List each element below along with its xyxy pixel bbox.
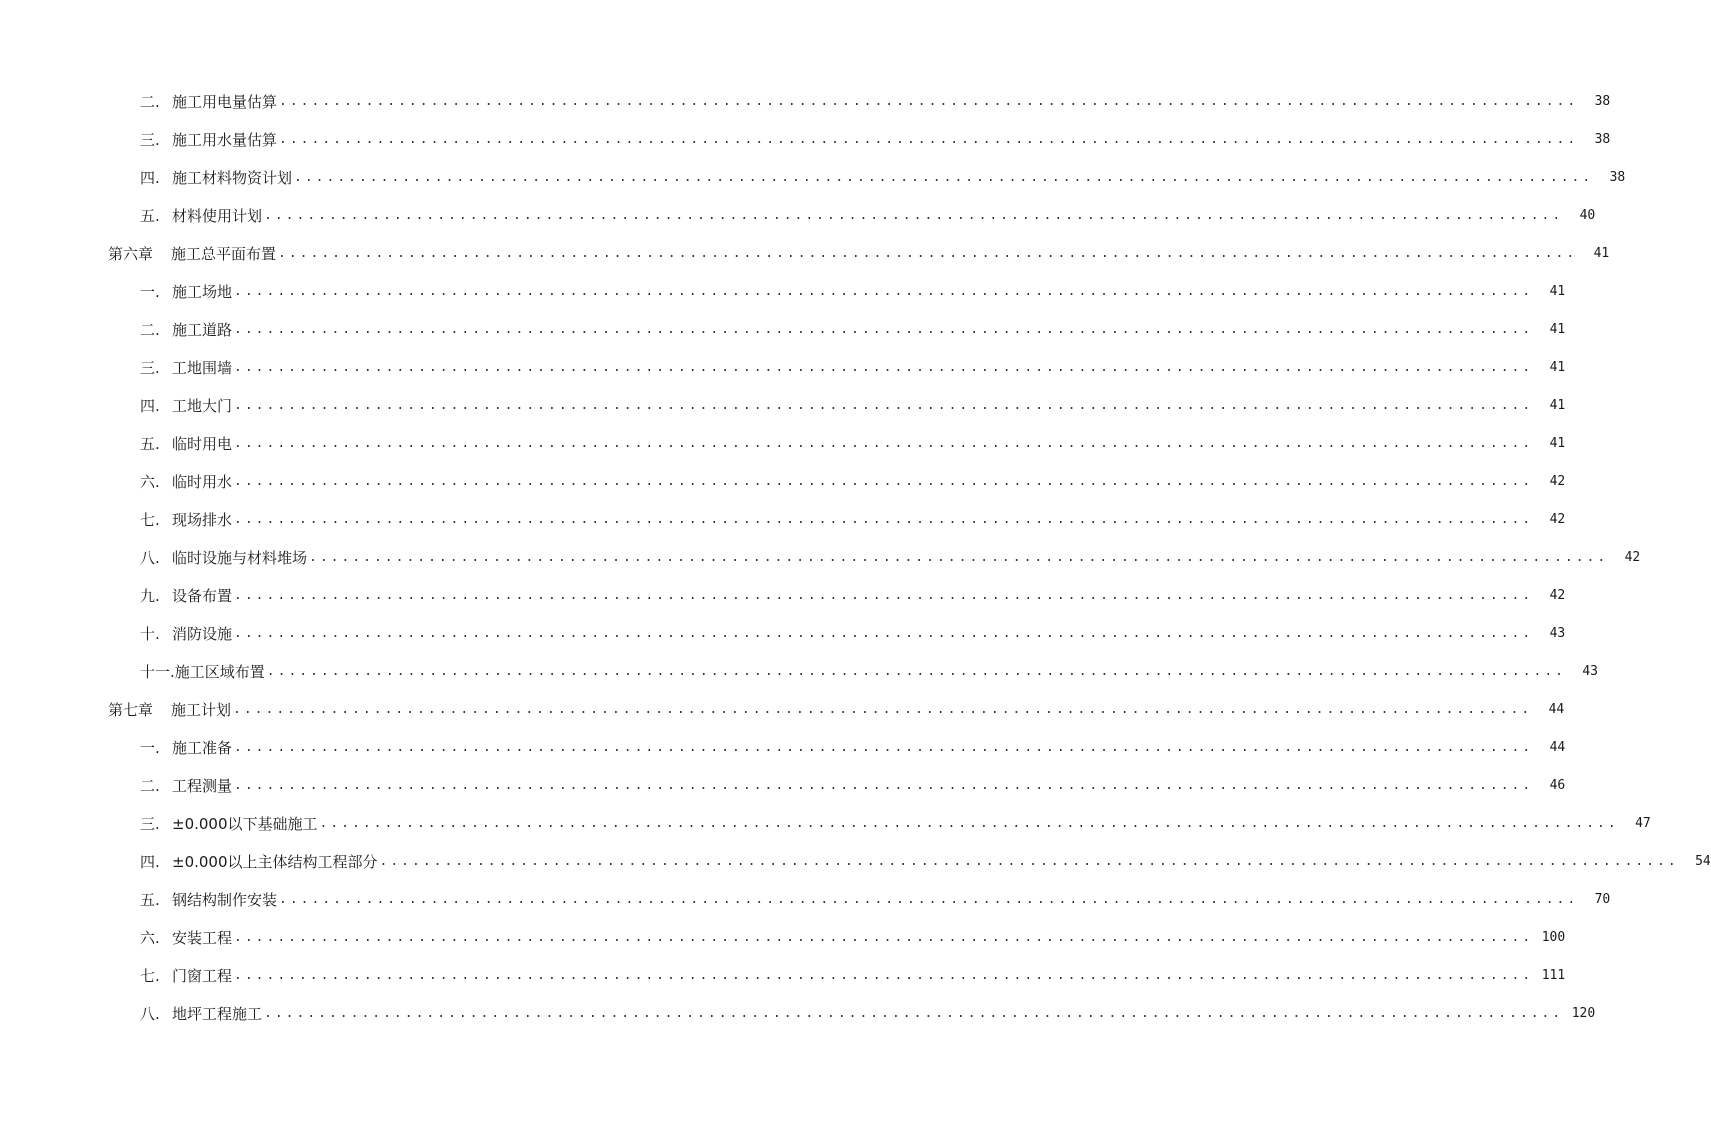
toc-entry-title: 材料使用计划 [172,207,263,225]
toc-entry-title: 工地大门 [172,397,233,415]
toc-entry[interactable] [0,805,1651,843]
toc-entry[interactable] [0,881,1611,919]
toc-entry-number: 一. [140,283,160,301]
toc-entry-number: 五. [140,435,160,453]
toc-entry-number: 四. [140,169,160,187]
toc-dot-leader: ........................................................................................................................ [234,284,1534,299]
toc-dot-leader: ........................................................................................................................ [234,968,1534,983]
toc-entry-page: 100 [1541,930,1566,945]
toc-entry[interactable] [0,121,1611,159]
toc-dot-leader: ........................................................................................................................ [234,512,1534,527]
toc-entry[interactable] [0,729,1566,767]
toc-entry-title: 临时用水 [172,473,233,491]
toc-entry-title: 工程测量 [172,777,233,795]
toc-entry-page: 41 [1549,398,1566,413]
toc-dot-leader: ........................................................................................................................ [264,208,1564,223]
toc-entry-page: 43 [1549,626,1566,641]
toc-entry-title: 钢结构制作安装 [172,891,278,909]
toc-dot-leader: ........................................................................................................................ [319,816,1619,831]
toc-entry-page: 42 [1549,588,1566,603]
toc-entry-number: 二. [140,777,160,795]
toc-entry[interactable] [0,159,1626,197]
toc-entry-page: 46 [1549,778,1566,793]
toc-dot-leader: ........................................................................................................................ [379,854,1679,869]
toc-entry-title: 地坪工程施工 [172,1005,263,1023]
toc-entry-page: 70 [1594,892,1611,907]
toc-entry-number: 八. [140,549,160,567]
toc-dot-leader: ........................................................................................................................ [233,702,1533,717]
toc-entry-title: ±0.000以上主体结构工程部分 [172,853,378,871]
toc-entry-number: 一. [140,739,160,757]
toc-entry[interactable] [0,577,1566,615]
toc-entry[interactable] [0,767,1566,805]
toc-entry[interactable] [0,919,1566,957]
toc-entry-number: 十一. [140,663,175,681]
toc-entry[interactable] [0,311,1566,349]
toc-entry[interactable] [0,501,1566,539]
toc-dot-leader: ........................................................................................................................ [279,892,1579,907]
toc-entry-title: 施工计划 [171,701,232,719]
toc-entry-page: 41 [1549,360,1566,375]
toc-dot-leader: ........................................................................................................................ [234,436,1534,451]
toc-entry[interactable] [0,349,1566,387]
toc-entry-number: 七. [140,967,160,985]
toc-entry-page: 40 [1579,208,1596,223]
toc-dot-leader: ........................................................................................................................ [234,778,1534,793]
toc-entry-page: 38 [1594,132,1611,147]
toc-entry-number: 第七章 [108,701,154,719]
toc-entry-title: 施工用水量估算 [172,131,278,149]
toc-entry-number: 四. [140,853,160,871]
toc-dot-leader: ........................................................................................................................ [294,170,1594,185]
toc-dot-leader: ........................................................................................................................ [264,1006,1564,1021]
toc-entry-number: 五. [140,891,160,909]
toc-dot-leader: ........................................................................................................................ [234,588,1534,603]
toc-entry-title: 施工场地 [172,283,233,301]
toc-entry-number: 三. [140,131,160,149]
toc-entry-number: 四. [140,397,160,415]
toc-dot-leader: ........................................................................................................................ [278,246,1578,261]
toc-entry-page: 120 [1571,1006,1596,1021]
toc-entry-title: 门窗工程 [172,967,233,985]
toc-entry-number: 九. [140,587,160,605]
toc-entry-title: 消防设施 [172,625,233,643]
toc-entry-number: 六. [140,473,160,491]
toc-entry-page: 42 [1549,474,1566,489]
toc-entry-number: 十. [140,625,160,643]
toc-entry-page: 38 [1609,170,1626,185]
toc-dot-leader: ........................................................................................................................ [234,740,1534,755]
toc-entry-number: 二. [140,93,160,111]
toc-entry-page: 41 [1549,436,1566,451]
toc-entry-title: 施工准备 [172,739,233,757]
toc-entry-number: 第六章 [108,245,154,263]
toc-dot-leader: ........................................................................................................................ [234,322,1534,337]
toc-entry[interactable] [0,995,1596,1033]
toc-entry-page: 41 [1593,246,1610,261]
toc-entry[interactable] [0,425,1566,463]
toc-entry[interactable] [0,387,1566,425]
toc-entry-title: ±0.000以下基础施工 [172,815,318,833]
toc-dot-leader: ........................................................................................................................ [266,664,1566,679]
toc-dot-leader: ........................................................................................................................ [279,132,1579,147]
toc-entry-number: 五. [140,207,160,225]
toc-entry-number: 七. [140,511,160,529]
toc-entry-page: 44 [1549,740,1566,755]
toc-entry-page: 42 [1549,512,1566,527]
toc-dot-leader: ........................................................................................................................ [234,930,1534,945]
toc-entry-title: 施工区域布置 [174,663,265,681]
toc-entry-page: 41 [1549,284,1566,299]
toc-entry-number: 六. [140,929,160,947]
toc-entry-page: 44 [1548,702,1565,717]
toc-entry-number: 三. [140,815,160,833]
toc-entry[interactable] [0,653,1598,691]
toc-entry-title: 施工道路 [172,321,233,339]
toc-entry-page: 42 [1624,550,1641,565]
toc-dot-leader: ........................................................................................................................ [234,474,1534,489]
toc-entry-title: 安装工程 [172,929,233,947]
toc-entry-title: 临时设施与材料堆场 [172,549,308,567]
toc-entry-page: 38 [1594,94,1611,109]
toc-entry-title: 设备布置 [172,587,233,605]
toc-entry-number: 三. [140,359,160,377]
toc-entry[interactable] [0,843,1711,881]
toc-entry[interactable] [0,235,1610,273]
toc-entry-title: 施工材料物资计划 [172,169,293,187]
toc-dot-leader: ........................................................................................................................ [279,94,1579,109]
toc-entry[interactable] [0,615,1566,653]
toc-dot-leader: ........................................................................................................................ [234,626,1534,641]
toc-entry-title: 工地围墙 [172,359,233,377]
toc-entry[interactable] [0,691,1565,729]
toc-entry-page: 54 [1695,854,1711,869]
toc-dot-leader: ........................................................................................................................ [234,360,1534,375]
toc-entry[interactable] [0,197,1596,235]
toc-entry-title: 现场排水 [172,511,233,529]
toc-entry-title: 施工用电量估算 [172,93,278,111]
toc-entry-page: 47 [1635,816,1651,831]
toc-entry-page: 43 [1582,664,1598,679]
toc-entry-title: 临时用电 [172,435,233,453]
toc-entry[interactable] [0,273,1566,311]
toc-entry-number: 二. [140,321,160,339]
toc-entry-number: 八. [140,1005,160,1023]
toc-entry[interactable] [0,83,1611,121]
table-of-contents [0,83,1711,1033]
toc-dot-leader: ........................................................................................................................ [309,550,1609,565]
toc-dot-leader: ........................................................................................................................ [234,398,1534,413]
toc-entry-title: 施工总平面布置 [171,245,277,263]
toc-entry[interactable] [0,539,1641,577]
toc-entry[interactable] [0,957,1566,995]
toc-entry-page: 41 [1549,322,1566,337]
toc-entry-page: 111 [1541,968,1566,983]
toc-entry[interactable] [0,463,1566,501]
